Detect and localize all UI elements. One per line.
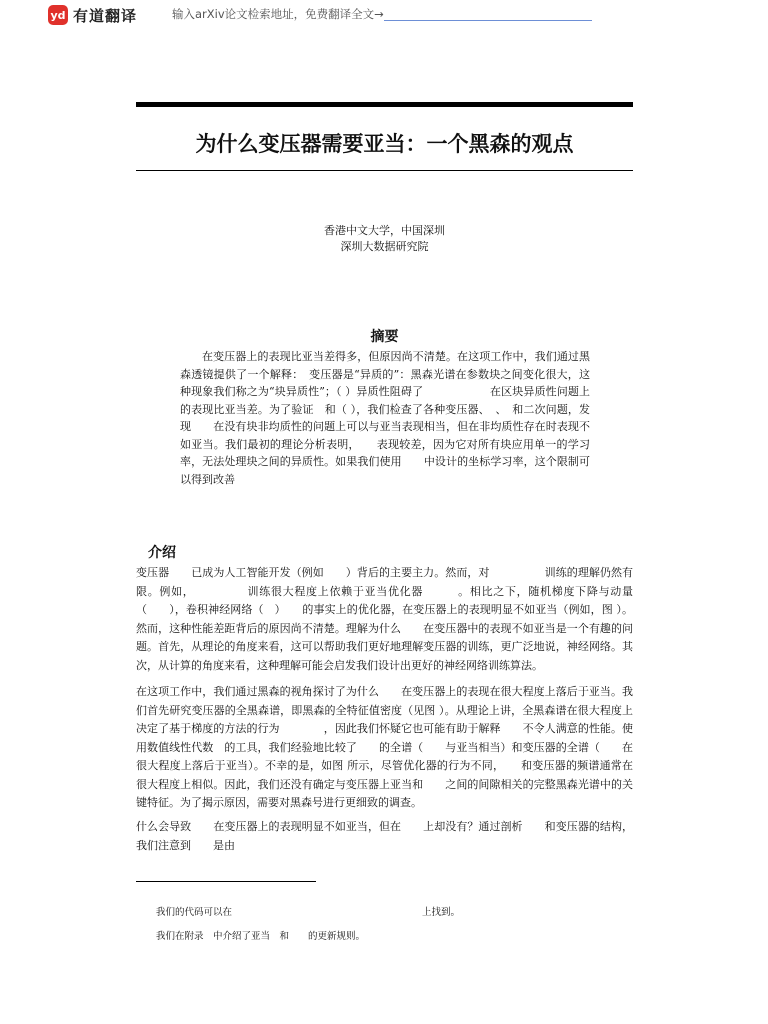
affiliation-2: 深圳大数据研究院 [340,240,429,253]
title-top-rule [136,102,633,107]
footnote-2: 我们在附录 中介绍了亚当 和 的更新规则。 [156,931,366,942]
intro-paragraph-1: 变压器 已成为人工智能开发（例如 ）背后的主要主力。然而，对 训练的理解仍然有限。例如， 训练很大程度上依赖于亚当优化器 。相比之下，随机梯度下降与动量（ ），卷积神经网络（ ） 的事实上的优化器，在变压器上的表现明显不如亚当（例如，图 ）。然而，这种性能差距背后的原因尚不清楚。理解为什么 在变压器中的表现不如亚当是一个有趣的问题。首先，从理论的角度来看，这可以帮助我们更好地理解变压器的训练，更广泛地说，神经网络。其次，从计算的角度来看，这种理解可能会启发我们设计出更好的神经网络训练算法。 [136,566,633,672]
section-heading-intro: 介绍 [148,545,176,561]
youdao-logo-icon: yd [48,5,68,25]
title-bottom-rule [136,170,633,171]
toolbar [0,0,768,30]
intro-paragraph-3: 什么会导致 在变压器上的表现明显不如亚当，但在 上却没有？通过剖析 和变压器的结构，我们注意到 是由 [136,820,633,852]
youdao-logo[interactable] [48,4,137,26]
affiliation-1: 香港中文大学，中国深圳 [324,224,445,237]
footnote-1: 我们的代码可以在 上找到。 [156,907,461,918]
abstract-heading: 摘要 [370,329,399,345]
intro-paragraph-2: 在这项工作中，我们通过黑森的视角探讨了为什么 在变压器上的表现在很大程度上落后于亚当。我们首先研究变压器的全黑森谱，即黑森的全特征值密度（见图 ）。从理论上讲，全黑森谱在很大程度上决定了基于梯度的方法的行为 ，因此我们怀疑它也可能有助于解释 不令人满意的性能。使用数值线性代数 的工具，我们经验地比较了 的全谱（ 与亚当相当）和变压器的全谱（ 在很大程度上落后于亚当）。不幸的是，如图 所示，尽管优化器的行为不同， 和变压器的频谱通常在很大程度上相似。因此，我们还没有确定与变压器上亚当和 之间的间隙相关的完整黑森光谱中的关键特征。为了揭示原因，需要对黑森号进行更细致的调查。 [136,685,633,809]
arxiv-url-input[interactable] [384,8,592,21]
abstract-text: 在变压器上的表现比亚当差得多，但原因尚不清楚。在这项工作中，我们通过黑森透镜提供了一个解释： 变压器是“异质的”：黑森光谱在参数块之间变化很大，这种现象我们称之为“块异质性”；（ ）异质性阻碍了 在区块异质性问题上的表现比亚当差。为了验证 和（ ），我们检查了各种变压器、 、 和二次问题，发现 在没有块非均质性的问题上可以与亚当表现相当，但在非均质性存在时表现不如亚当。我们最初的理论分析表明， 表现较差，因为它对所有块应用单一的学习率，无法处理块之间的异质性。如果我们使用 中设计的坐标学习率，这个限制可以得到改善 [180,350,590,486]
paper-title: 为什么变压器需要亚当：一个黑森的观点 [195,131,574,156]
arxiv-prompt: 输入arXiv论文检索地址，免费翻译全文→ [172,7,384,21]
brand-name: 有道翻译 [73,6,138,25]
footnote-rule [136,881,316,882]
